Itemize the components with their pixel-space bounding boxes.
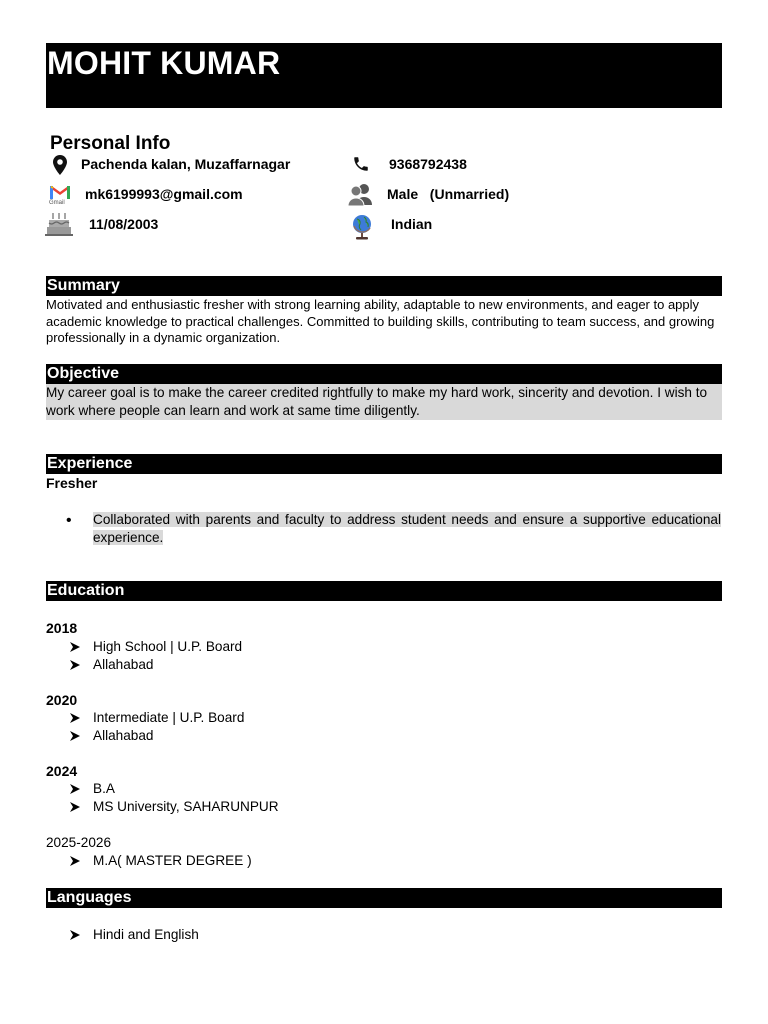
arrow-bullet-icon [69, 801, 81, 813]
bullet-dot: • [66, 512, 72, 529]
globe-icon [351, 214, 373, 240]
education-heading-bar [46, 581, 722, 601]
email-text: mk6199993@gmail.com [85, 186, 243, 202]
arrow-bullet-icon [69, 783, 81, 795]
education-detail: M.A( MASTER DEGREE ) [93, 853, 252, 868]
objective-heading: Objective [47, 365, 120, 382]
education-heading: Education [47, 582, 125, 599]
arrow-bullet-icon [69, 929, 81, 941]
experience-heading-bar [46, 454, 722, 474]
objective-text: My career goal is to make the career credited rightfully to make my hard work, sincerity and devotion. I wish to work where people can learn and work at same time diligently. [46, 384, 722, 420]
arrow-bullet-icon [69, 659, 81, 671]
language-item: Hindi and English [93, 927, 199, 942]
phone-icon [352, 155, 370, 173]
education-year: 2018 [46, 620, 78, 636]
users-icon [347, 183, 373, 207]
languages-heading: Languages [47, 889, 132, 906]
arrow-bullet-icon [69, 855, 81, 867]
summary-text: Motivated and enthusiastic fresher with strong learning ability, adaptable to new environments, and eager to apply academic knowledge to practical challenges. Committed to building skills, contributing to team success, and growing professionally in a dynamic organization. [46, 297, 715, 345]
summary-heading: Summary [47, 277, 120, 294]
education-year: 2024 [46, 763, 78, 779]
nationality-text: Indian [391, 216, 433, 232]
education-detail: Allahabad [93, 728, 154, 743]
map-pin-icon [53, 155, 67, 175]
education-year: 2025-2026 [46, 835, 112, 850]
education-year: 2020 [46, 692, 78, 708]
education-detail: Intermediate | U.P. Board [93, 710, 245, 725]
education-detail: Allahabad [93, 657, 154, 672]
gmail-icon: Gmail [49, 185, 71, 209]
birthday-cake-icon [45, 211, 73, 237]
experience-item [93, 511, 721, 547]
summary-heading-bar [46, 276, 722, 296]
arrow-bullet-icon [69, 730, 81, 742]
personal-info-heading: Personal Info [50, 133, 171, 154]
phone-text: 9368792438 [389, 156, 467, 172]
experience-heading: Experience [47, 455, 133, 472]
gender-text: Male (Unmarried) [387, 186, 510, 202]
dob-text: 11/08/2003 [89, 216, 159, 232]
address-text: Pachenda kalan, Muzaffarnagar [81, 156, 291, 172]
objective-heading-bar [46, 364, 722, 384]
experience-level: Fresher [46, 475, 98, 491]
experience-item-text: Collaborated with parents and faculty to address student needs and ensure a supportive educational experience. [93, 512, 721, 545]
candidate-name: MOHIT KUMAR [47, 45, 281, 81]
education-detail: B.A [93, 781, 115, 796]
education-detail: MS University, SAHARUNPUR [93, 799, 279, 814]
languages-heading-bar [46, 888, 722, 908]
arrow-bullet-icon [69, 641, 81, 653]
education-detail: High School | U.P. Board [93, 639, 243, 654]
arrow-bullet-icon [69, 712, 81, 724]
